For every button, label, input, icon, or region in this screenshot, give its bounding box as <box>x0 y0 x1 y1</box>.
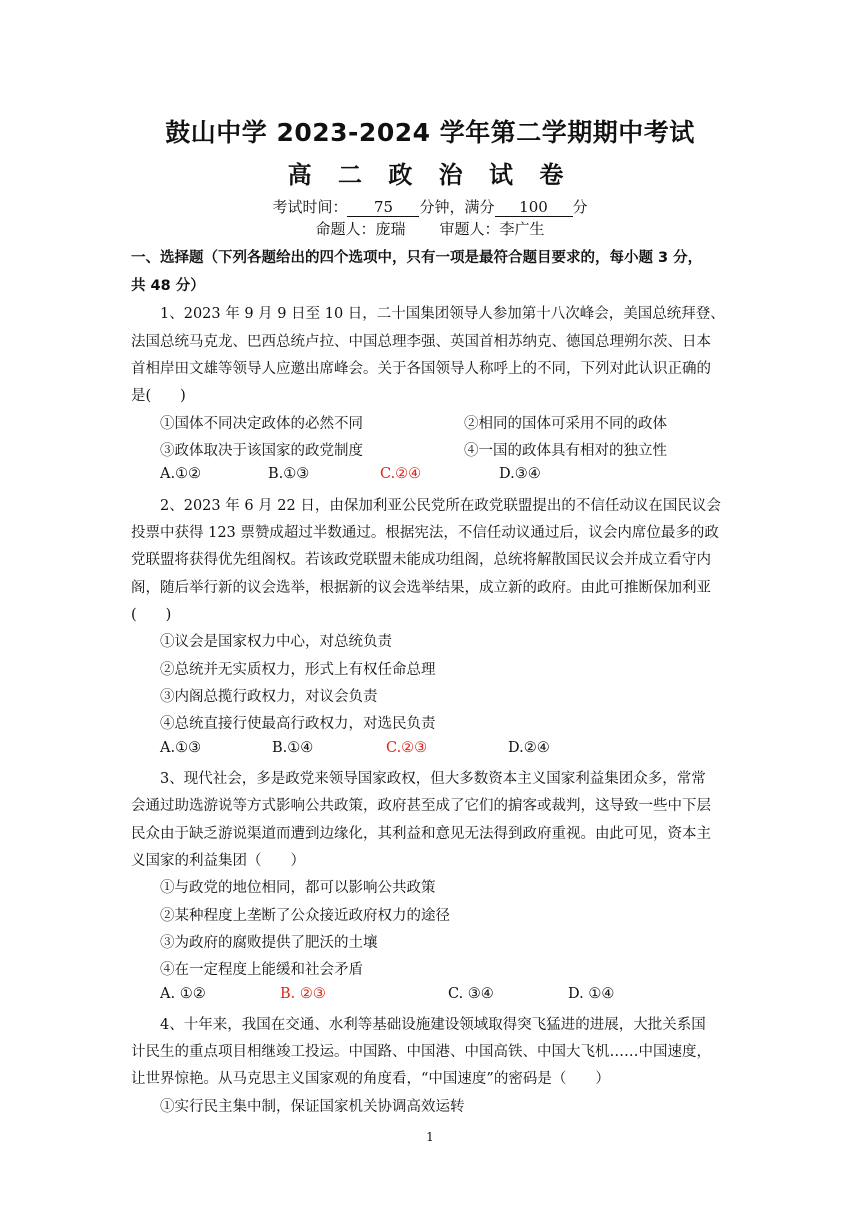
reviewer-label: 审题人：李广生 <box>439 220 545 238</box>
question-1-item-4: ④一国的政体具有相对的独立性 <box>464 443 667 459</box>
question-3-option-b-answer: B. ②③ <box>280 986 326 1002</box>
question-3-option-a: A. ①② <box>160 986 206 1002</box>
question-1-item-3: ③政体取决于该国家的政党制度 <box>160 443 363 459</box>
section-heading-line-2: 共 48 分） <box>131 278 205 294</box>
question-3-line-4: 义国家的利益集团（ ） <box>131 853 305 869</box>
question-2-option-d: D.②④ <box>508 740 550 756</box>
time-value: 75 <box>347 199 419 217</box>
exam-title: 鼓山中学 2023-2024 学年第二学期期中考试 <box>165 118 695 147</box>
question-1-option-c-answer: C.②④ <box>380 466 422 482</box>
question-1-item-1: ①国体不同决定政体的必然不同 <box>160 416 363 432</box>
question-2-line-2: 投票中获得 123 票赞成超过半数通过。根据宪法，不信任动议通过后，议会内席位最多的政 <box>131 525 719 541</box>
question-1-line-4: 是( ) <box>131 388 186 404</box>
question-3-line-2: 会通过助选游说等方式影响公共政策，政府甚至成了它们的掮客或裁判，这导致一些中下层 <box>131 798 711 814</box>
question-4-item-1: ①实行民主集中制，保证国家机关协调高效运转 <box>160 1099 465 1115</box>
score-unit: 分 <box>572 198 588 216</box>
question-1-line-2: 法国总统马克龙、巴西总统卢拉、中国总理李强、英国首相苏纳克、德国总理朔尔茨、日本 <box>131 334 711 350</box>
question-3-item-4: ④在一定程度上能缓和社会矛盾 <box>160 962 363 978</box>
question-1-line-1: 1、2023 年 9 月 9 日至 10 日，二十国集团领导人参加第十八次峰会，美国总统拜登、 <box>160 306 725 322</box>
section-heading-line-1: 一、选择题（下列各题给出的四个选项中，只有一项是最符合题目要求的，每小题 3 分， <box>131 250 703 266</box>
question-1-option-d: D.③④ <box>499 466 541 482</box>
question-2-item-3: ③内阁总揽行政权力，对议会负责 <box>160 689 378 705</box>
question-2-option-b: B.①④ <box>272 740 314 756</box>
question-2-line-5: ( ) <box>131 607 172 623</box>
question-3-item-3: ③为政府的腐败提供了肥沃的土壤 <box>160 935 378 951</box>
question-4-line-1: 4、十年来，我国在交通、水利等基础设施建设领域取得突飞猛进的进展，大批关系国 <box>160 1017 706 1033</box>
question-3-option-c: C. ③④ <box>448 986 494 1002</box>
question-3-option-d: D. ①④ <box>568 986 615 1002</box>
question-3-item-2: ②某种程度上垄断了公众接近政府权力的途径 <box>160 908 450 924</box>
exam-subtitle: 高 二 政 治 试 卷 <box>287 161 573 189</box>
time-label: 考试时间： <box>272 198 348 216</box>
question-3-line-1: 3、现代社会，多是政党来领导国家政权，但大多数资本主义国家利益集团众多，常常 <box>160 771 706 787</box>
question-1-option-a: A.①② <box>160 466 202 482</box>
question-2-line-4: 阁，随后举行新的议会选举，根据新的议会选举结果，成立新的政府。由此可推断保加利亚 <box>131 580 711 596</box>
question-3-line-3: 民众由于缺乏游说渠道而遭到边缘化，其利益和意见无法得到政府重视。由此可见，资本主 <box>131 826 711 842</box>
page-number: 1 <box>426 1130 434 1144</box>
question-1-line-3: 首相岸田文雄等领导人应邀出席峰会。关于各国领导人称呼上的不同，下列对此认识正确的 <box>131 361 711 377</box>
question-2-item-4: ④总统直接行使最高行政权力，对选民负责 <box>160 716 436 732</box>
question-2-item-1: ①议会是国家权力中心，对总统负责 <box>160 634 392 650</box>
time-unit: 分钟，满分 <box>419 198 495 216</box>
question-2-item-2: ②总统并无实质权力，形式上有权任命总理 <box>160 662 436 678</box>
question-2-line-1: 2、2023 年 6 月 22 日，由保加利亚公民党所在政党联盟提出的不信任动议在国民议会 <box>160 498 721 514</box>
author-label: 命题人：庞瑞 <box>315 220 406 238</box>
question-1-option-b: B.①③ <box>268 466 310 482</box>
question-1-item-2: ②相同的国体可采用不同的政体 <box>464 416 667 432</box>
question-4-line-3: 让世界惊艳。从马克思主义国家观的角度看，“中国速度”的密码是（ ） <box>131 1071 610 1087</box>
question-2-line-3: 党联盟将获得优先组阁权。若该政党联盟未能成功组阁，总统将解散国民议会并成立看守内 <box>131 552 711 568</box>
question-2-option-c-answer: C.②③ <box>386 740 428 756</box>
question-3-item-1: ①与政党的地位相同，都可以影响公共政策 <box>160 880 436 896</box>
question-4-line-2: 计民生的重点项目相继竣工投运。中国路、中国港、中国高铁、中国大飞机……中国速度， <box>131 1044 711 1060</box>
exam-time-line <box>0 196 860 217</box>
question-2-option-a: A.①③ <box>160 740 202 756</box>
score-value: 100 <box>495 199 573 217</box>
exam-author-line <box>0 218 860 239</box>
